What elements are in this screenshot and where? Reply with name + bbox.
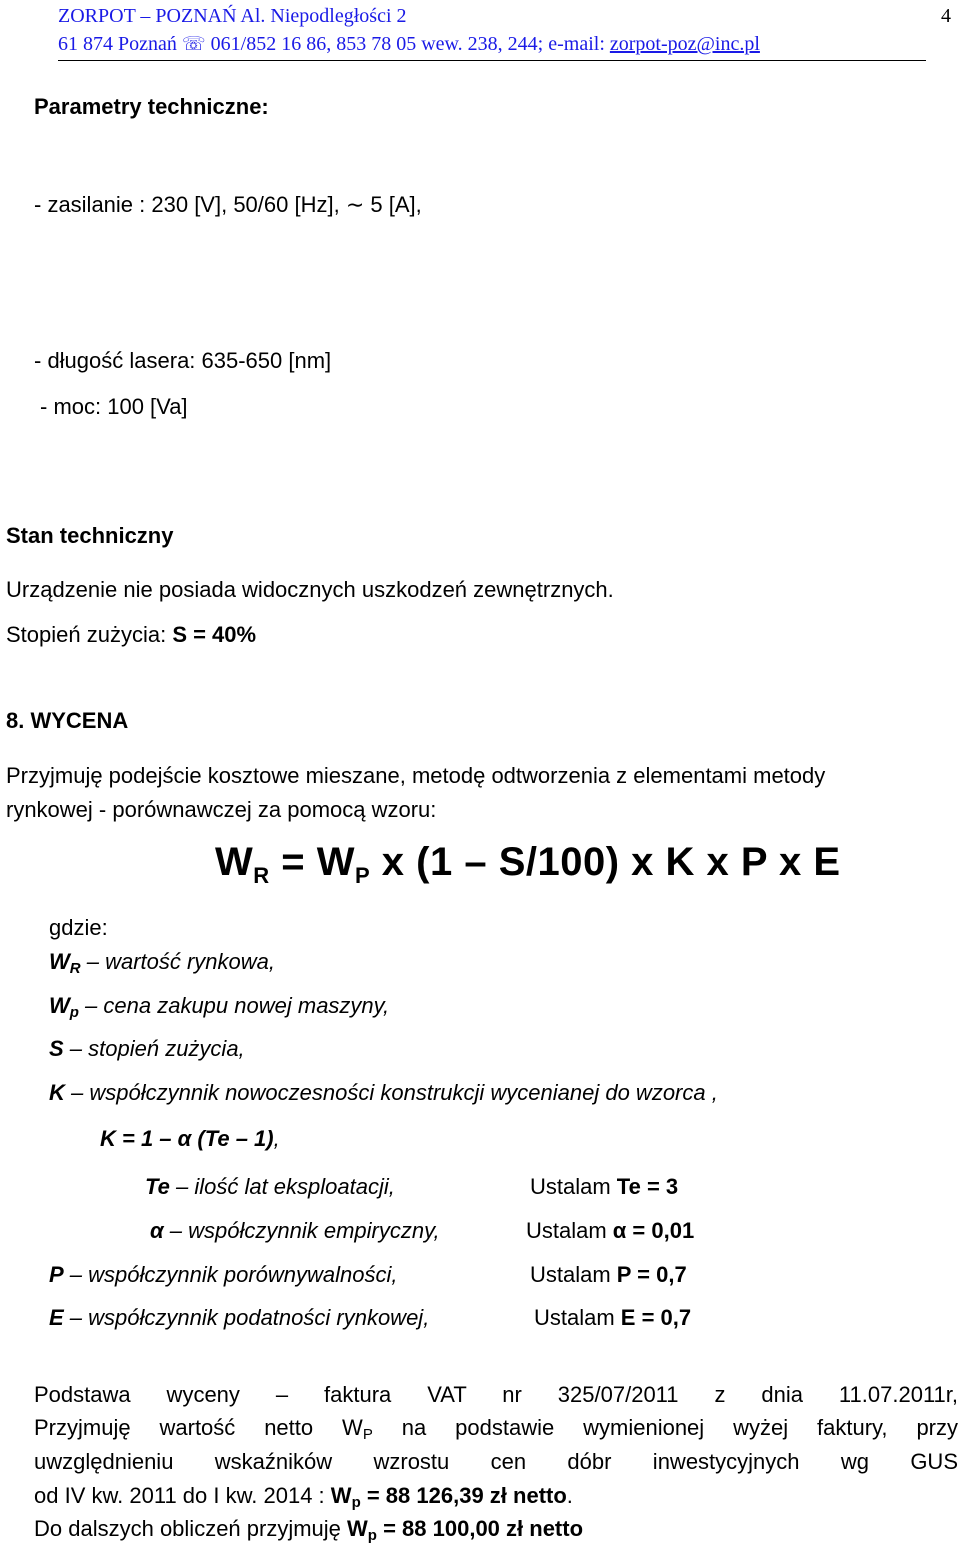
def-alpha: α – współczynnik empiryczny, [150,1218,440,1243]
def-s: S – stopień zużycia, [49,1036,245,1061]
def-wp: $W_p$ – cena zakupu nowej maszyny, [49,993,390,1021]
params-laser: - długość lasera: 635-650 [nm] [34,348,332,373]
where-label: gdzie: [49,915,108,940]
set-e: Ustalam E = 0,7 [534,1305,692,1330]
basis-line-4: od IV kw. 2011 do I kw. 2014 : $W_p = 88$ 126,39 zł netto. [34,1483,573,1511]
params-supply: - zasilanie : 230 [V], 50/60 [Hz], ∼ 5 [A], [34,192,422,217]
k-formula: K = 1 – α (Te – 1), [100,1126,280,1151]
valuation-intro-1: Przyjmuję podejście kosztowe mieszane, metodę odtworzenia z elementami metody [6,763,826,788]
wear-line [6,622,256,648]
valuation-intro-2: rynkowej - porównawczej za pomocą wzoru: [6,797,437,822]
set-p: Ustalam P = 0,7 [530,1262,687,1287]
formula: $W_R = W_P$ x (1 – S/100) x K x P x E [215,840,841,888]
def-k: K – współczynnik nowoczesności konstrukcji wycenianej do wzorca , [49,1080,718,1105]
header-divider [58,60,926,61]
def-p: P – współczynnik porównywalności, [49,1262,398,1287]
header-phones: 061/852 16 86, 853 78 05 wew. 238, 244; e-mail: [210,33,610,55]
header-company: ZORPOT – POZNAŃ Al. Niepodległości 2 [58,5,407,27]
condition-text: Urządzenie nie posiada widocznych uszkodzeń zewnętrznych. [6,577,614,602]
condition-title: Stan techniczny [6,523,174,548]
def-wr: $W_R$ – wartość rynkowa, [49,949,276,977]
wear-label: Stopień zużycia: [6,622,173,647]
wear-value: S = 40% [172,622,257,647]
def-te: Te – ilość lat eksploatacji, [145,1174,395,1199]
set-te: Ustalam Te = 3 [530,1174,679,1199]
header-address: 61 874 Poznań [58,33,177,55]
basis-line-5: Do dalszych obliczeń przyjmuję $W_p = 88$ 100,00 zł netto [34,1516,584,1544]
header-contact [58,33,760,56]
basis-line-3: uwzględnieniu wskaźników wzrostu cen dóbr inwestycyjnych wg GUS [34,1449,958,1474]
header-email-link[interactable]: zorpot-poz@inc.pl [609,33,760,55]
params-title: Parametry techniczne: [34,94,269,119]
set-alpha: Ustalam α = 0,01 [526,1218,695,1243]
params-power: - moc: 100 [Va] [40,394,188,419]
basis-line-1: Podstawa wyceny – faktura VAT nr 325/07/2011 z dnia 11.07.2011r, [34,1382,958,1407]
page-number: 4 [941,5,951,27]
phone-icon: ☏ [181,34,206,55]
valuation-title: 8. WYCENA [6,708,129,733]
def-e: E – współczynnik podatności rynkowej, [49,1305,430,1330]
basis-line-2: Przyjmuję wartość netto $W_P$ na podstawie wymienionej wyżej faktury, przy [34,1415,959,1443]
